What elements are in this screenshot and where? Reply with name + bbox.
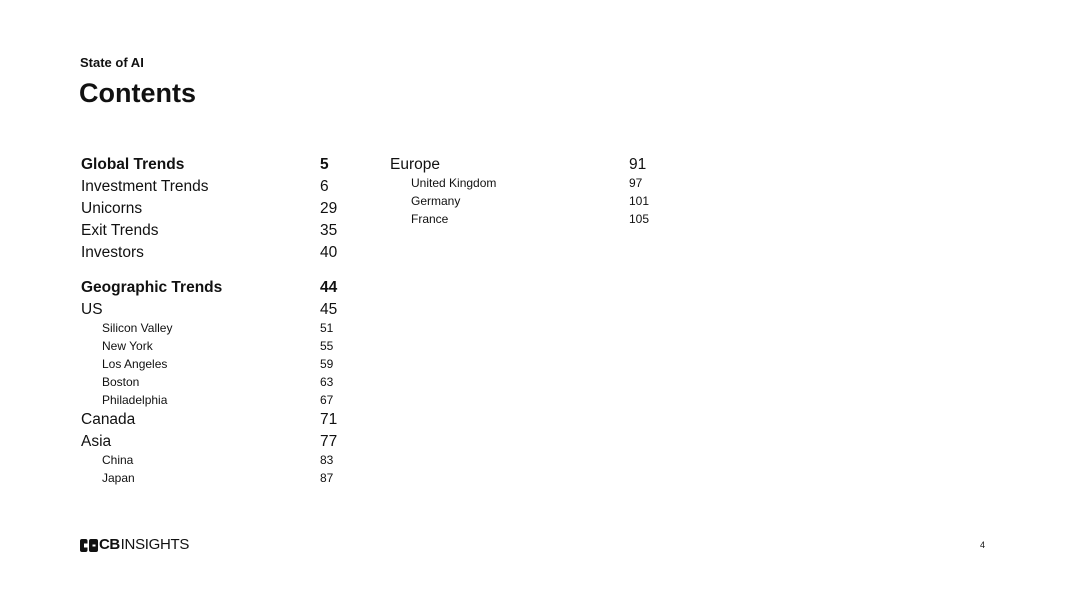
toc-label: Germany — [411, 194, 461, 208]
toc-label: Investors — [81, 244, 144, 261]
toc-label: Philadelphia — [102, 393, 168, 407]
toc-page-number: 44 — [320, 279, 338, 296]
toc-page-number: 97 — [629, 176, 643, 190]
toc-page-number: 67 — [320, 393, 334, 407]
toc-label: Asia — [81, 433, 112, 450]
toc-label: United Kingdom — [411, 176, 497, 190]
page-number: 4 — [980, 540, 986, 550]
toc-page-number: 101 — [629, 194, 650, 208]
toc-label: France — [411, 212, 449, 226]
toc-page-number: 77 — [320, 433, 338, 450]
logo-wordmark-cb: CB — [99, 536, 120, 553]
toc-label: China — [102, 453, 134, 467]
toc-label: Global Trends — [81, 156, 185, 173]
toc-page-number: 83 — [320, 453, 334, 467]
toc-page-number: 59 — [320, 357, 334, 371]
toc-page-number: 5 — [320, 156, 329, 173]
toc-page-number: 71 — [320, 411, 338, 428]
toc-page-number: 40 — [320, 244, 338, 261]
toc-label: Europe — [390, 156, 440, 173]
toc-label: New York — [102, 339, 153, 353]
report-kicker: State of AI — [80, 55, 144, 70]
toc-label: Unicorns — [81, 200, 143, 217]
cb-insights-logo-mark-icon — [80, 539, 98, 552]
toc-page-number: 35 — [320, 222, 338, 239]
page-title: Contents — [79, 78, 196, 108]
toc-page-number: 29 — [320, 200, 338, 217]
toc-page-number: 91 — [629, 156, 647, 173]
toc-page-number: 6 — [320, 178, 329, 195]
cb-insights-logo — [80, 537, 189, 553]
toc-label: Los Angeles — [102, 357, 168, 371]
toc-label: Boston — [102, 375, 140, 389]
toc-page-number: 63 — [320, 375, 334, 389]
toc-label: Japan — [102, 471, 135, 485]
toc-label: US — [81, 301, 103, 318]
toc-page-number: 55 — [320, 339, 334, 353]
logo-wordmark-insights: INSIGHTS — [120, 536, 190, 553]
toc-page-number: 45 — [320, 301, 338, 318]
toc-page-number: 51 — [320, 321, 334, 335]
toc-label: Silicon Valley — [102, 321, 173, 335]
toc-label: Investment Trends — [81, 178, 209, 195]
toc-label: Geographic Trends — [81, 279, 223, 296]
toc-label: Canada — [81, 411, 136, 428]
toc-page-number: 105 — [629, 212, 650, 226]
toc-label: Exit Trends — [81, 222, 159, 239]
toc-page-number: 87 — [320, 471, 334, 485]
